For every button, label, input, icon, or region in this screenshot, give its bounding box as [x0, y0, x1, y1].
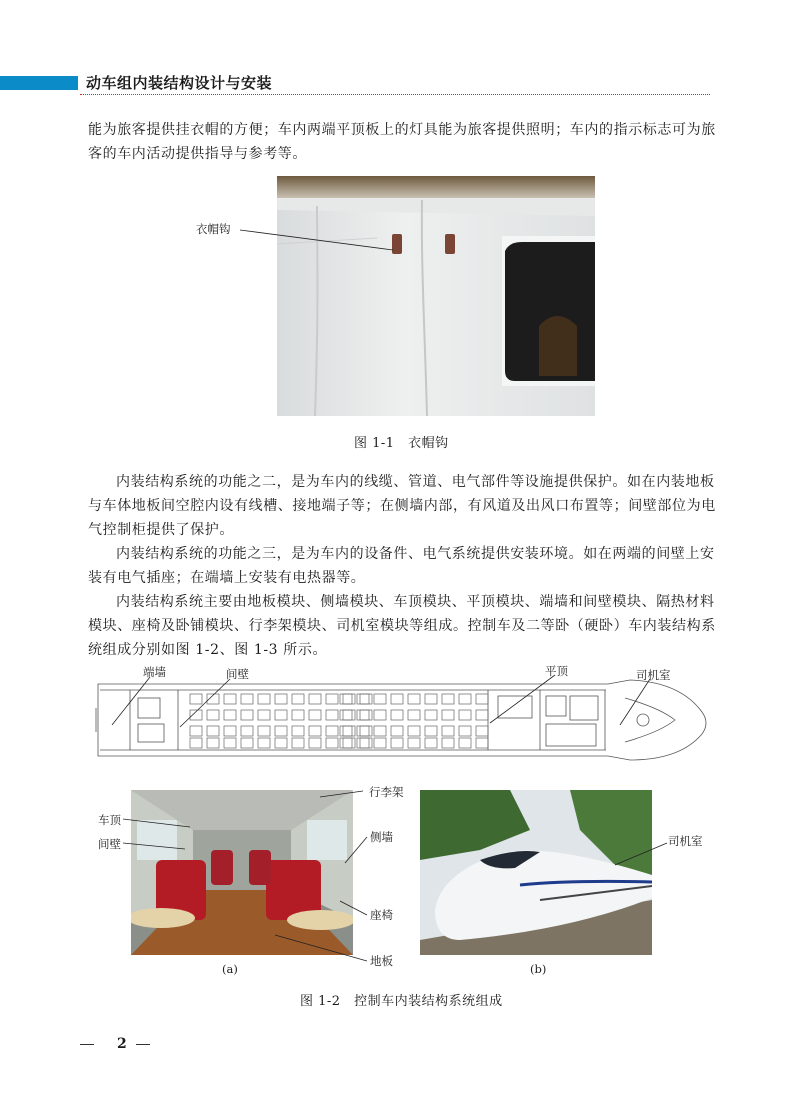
subfigure-b-label: (b)	[530, 962, 547, 976]
fig1-label-coat-hook: 衣帽钩	[196, 222, 231, 236]
fig2-plan-leader-lines	[100, 665, 700, 740]
paragraph-function-3: 内装结构系统的功能之三，是为车内的设备件、电气系统提供安装环境。如在两端的间壁上安装有电气插座；在端墙上安装有电热器等。	[88, 546, 715, 586]
figure-1-2-caption: 图 1-2 控制车内装结构系统组成	[300, 994, 503, 1009]
subfigure-a-label: (a)	[222, 962, 238, 976]
header-dotted-rule	[80, 94, 710, 95]
paragraph-top	[88, 118, 718, 166]
page-number-dash-left	[80, 1044, 94, 1045]
header-accent-bar	[0, 76, 78, 90]
photo-label-luggage-rack: 行李架	[369, 785, 404, 799]
running-header-title: 动车组内装结构设计与安装	[86, 74, 273, 92]
plan-label-partition: 间壁	[226, 667, 249, 681]
fig2-photo-leader-lines	[95, 785, 715, 970]
paragraph-top-text: 能为旅客提供挂衣帽的方便；车内两端平顶板上的灯具能为旅客提供照明；车内的指示标志可为旅客的车内活动提供指导与参考等。	[88, 122, 716, 162]
photo-label-side-wall: 侧墙	[370, 830, 393, 844]
paragraph-function-2: 内装结构系统的功能之二，是为车内的线缆、管道、电气部件等设施提供保护。如在内装地板与车体地板间空腔内设有线槽、接地端子等；在侧墙内部，有风道及出风口布置等；间壁部位为电气控制柜提供了保护。	[88, 474, 716, 538]
paragraph-middle	[88, 470, 718, 662]
photo-label-roof: 车顶	[98, 813, 121, 827]
photo-label-seat: 座椅	[370, 908, 393, 922]
plan-label-ceiling: 平顶	[545, 664, 568, 678]
figure-1-1-caption: 图 1-1 衣帽钩	[354, 436, 449, 451]
photo-label-cab: 司机室	[668, 834, 703, 848]
plan-label-end-wall: 端墙	[143, 665, 166, 679]
figure-1-1-photo	[277, 176, 595, 416]
paragraph-composition: 内装结构系统主要由地板模块、侧墙模块、车顶模块、平顶模块、端墙和间壁模块、隔热材料模块、座椅及卧铺模块、行李架模块、司机室模块等组成。控制车及二等卧（硬卧）车内装结构系统组成分别如图 1-2、图 1-3 所示。	[88, 594, 716, 658]
photo-label-partition: 间壁	[98, 837, 121, 851]
plan-label-cab: 司机室	[636, 668, 671, 682]
coat-hook-photo	[277, 176, 595, 416]
photo-label-floor: 地板	[370, 954, 393, 968]
page-number-dash-right	[136, 1044, 150, 1045]
page-number: 2	[117, 1036, 127, 1052]
